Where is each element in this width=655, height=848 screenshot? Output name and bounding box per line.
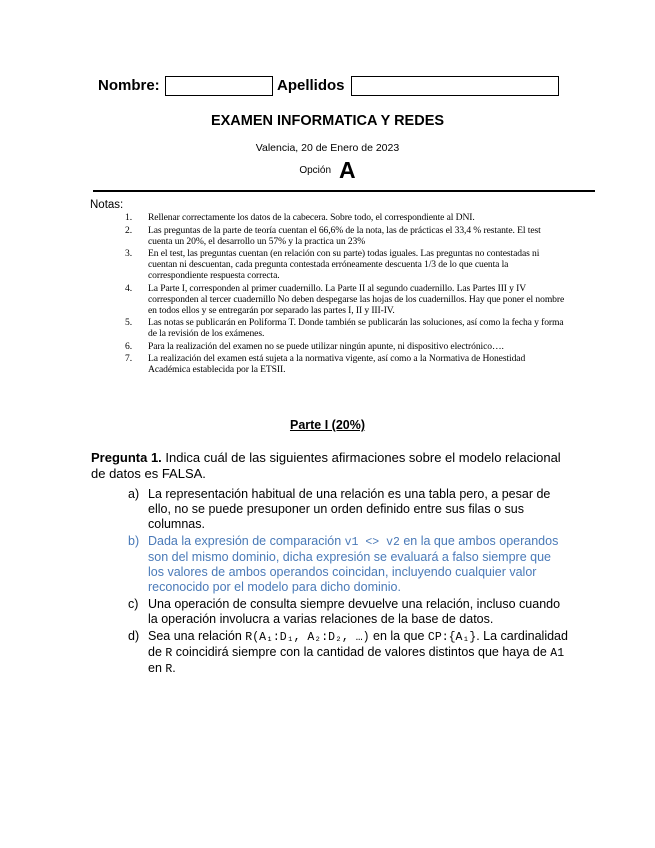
option-c: c) Una operación de consulta siempre devuelve una relación, incluso cuando la operación involucra a varias relaciones de la base de datos.	[128, 597, 561, 626]
option-label: Opción	[299, 165, 332, 176]
section-title: Parte I (20%)	[289, 418, 366, 432]
nombre-field[interactable]	[165, 76, 273, 96]
note-item: 7. La realización del examen está sujeta a la normativa vigente, así como a la Normativa de Honestidad Académica establecida por la ETSII.	[125, 353, 526, 375]
note-item: 3. En el test, las preguntas cuentan (en relación con su parte) todas iguales. Las preguntas no contestadas ni cuentan ni descuentan, cada pregunta contestada erróneamente descuenta 1/3 de lo que cuenta la correspondiente respuesta correcta.	[125, 248, 540, 281]
note-item: 1. Rellenar correctamente los datos de la cabecera. Sobre todo, el correspondiente al DNI.	[125, 212, 475, 223]
question-1	[91, 450, 571, 482]
answer-options	[128, 487, 568, 679]
exam-title: EXAMEN INFORMATICA Y REDES	[210, 113, 445, 129]
option-b: b) Dada la expresión de comparación v1 <> v2 en la que ambos operandos son del mismo dominio, dicha expresión se evaluará a falso siempre que los valores de ambos operandos coincidan, incluyendo cualquier valor reconocido por el modelo para dicho dominio.	[128, 534, 559, 594]
note-item: 6. Para la realización del examen no se puede utilizar ningún apunte, ni dispositivo electrónico….	[125, 340, 504, 352]
header-row	[0, 76, 655, 98]
apellidos-field[interactable]	[351, 76, 559, 96]
option-letter: A	[339, 157, 356, 183]
apellidos-label: Apellidos	[277, 77, 345, 94]
option-d: d) Sea una relación R(A₁:D₁, A₂:D₂, …) en la que CP:{A₁}. La cardinalidad de R coincidirá siempre con la cantidad de valores distintos que haya de A1 en R.	[128, 629, 568, 676]
notes-list	[125, 212, 565, 377]
question-label: Pregunta 1.	[91, 450, 162, 465]
option-a: a) La representación habitual de una relación es una tabla pero, a pesar de ello, no se puede presuponer un orden definido entre sus filas o sus columnas.	[128, 487, 551, 531]
notes-title: Notas:	[90, 199, 124, 211]
note-item: 4. La Parte I, corresponden al primer cuadernillo. La Parte II al segundo cuadernillo. Las Partes III y IV corresponden al tercer cuadernillo No deben despegarse las hojas de los cuadernillos. Hay que poner el nombre en todos ellos y se entregarán por separado las partes I, II y III-IV.	[125, 282, 565, 316]
note-item: 5. Las notas se publicarán en Poliforma T. Donde también se publicarán las soluciones, así como la fecha y forma de la revisión de los exámenes.	[125, 317, 564, 339]
note-item: 2. Las preguntas de la parte de teoría cuentan el 66,6% de la nota, las de prácticas el 33,4 % restante. El test cuenta un 20%, el desarrollo un 57% y la practica un 23%	[125, 224, 541, 247]
header-divider	[93, 190, 595, 192]
exam-option	[0, 157, 655, 184]
nombre-label: Nombre:	[98, 77, 160, 94]
exam-date: Valencia, 20 de Enero de 2023	[255, 142, 400, 154]
question-text: Indica cuál de las siguientes afirmaciones sobre el modelo relacional de datos es FALSA.	[91, 450, 561, 481]
